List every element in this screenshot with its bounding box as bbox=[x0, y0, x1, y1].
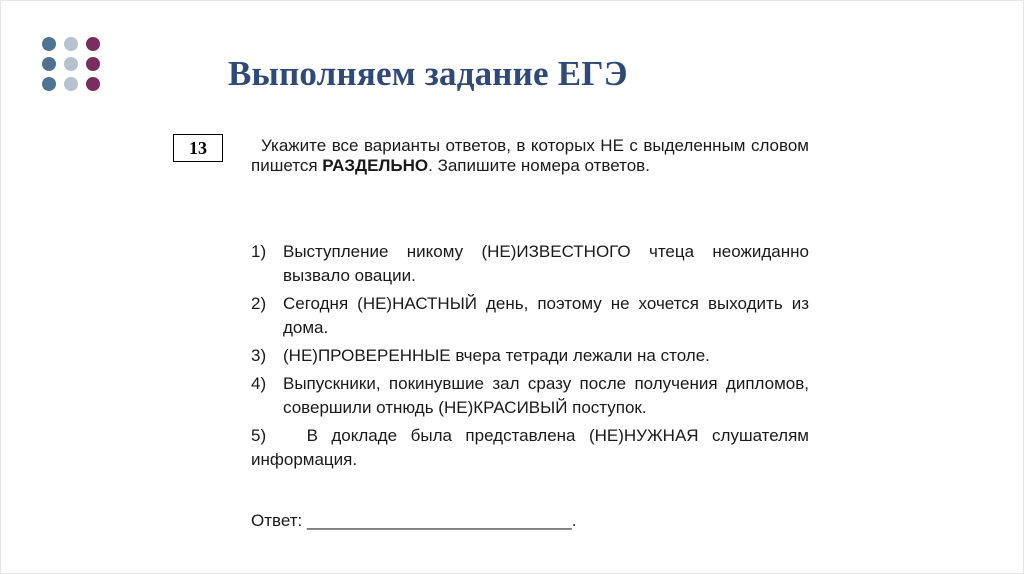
option-item bbox=[251, 240, 809, 288]
dot-blue bbox=[42, 57, 56, 71]
dot-blue bbox=[42, 77, 56, 91]
dot-purple bbox=[86, 57, 100, 71]
options-list bbox=[251, 240, 809, 476]
option-item bbox=[251, 292, 809, 340]
dot-purple bbox=[86, 77, 100, 91]
option-number: 3) bbox=[251, 346, 267, 365]
option-item bbox=[251, 424, 809, 472]
instruction-bold-word: РАЗДЕЛЬНО bbox=[322, 156, 429, 175]
option-number: 4) bbox=[251, 374, 267, 393]
option-text: Выступление никому (НЕ)ИЗВЕСТНОГО чтеца неожиданно вызвало овации. bbox=[283, 242, 809, 285]
option-text: Сегодня (НЕ)НАСТНЫЙ день, поэтому не хочется выходить из дома. bbox=[283, 294, 809, 337]
task-number-box: 13 bbox=[173, 134, 223, 162]
option-text: (НЕ)ПРОВЕРЕННЫЕ вчера тетради лежали на столе. bbox=[283, 346, 710, 365]
answer-line bbox=[251, 510, 809, 532]
option-number: 5) bbox=[251, 426, 267, 445]
dot-gray bbox=[64, 37, 78, 51]
task-instruction bbox=[251, 136, 809, 176]
option-item bbox=[251, 372, 809, 420]
decorative-dots-icon bbox=[42, 37, 100, 91]
page-title: Выполняем задание ЕГЭ bbox=[228, 54, 628, 93]
option-item bbox=[251, 344, 809, 368]
option-number: 2) bbox=[251, 294, 267, 313]
option-text: Выпускники, покинувшие зал сразу после получения дипломов, совершили отнюдь (НЕ)КРАСИВЫЙ поступок. bbox=[283, 374, 809, 417]
option-number: 1) bbox=[251, 242, 267, 261]
dot-blue bbox=[42, 37, 56, 51]
dot-gray bbox=[64, 77, 78, 91]
answer-label: Ответ: bbox=[251, 511, 307, 530]
instruction-text-start: Укажите все варианты ответов, в которых НЕ с выделенным словом пишется bbox=[251, 136, 809, 175]
answer-blank: ____________________________. bbox=[306, 511, 577, 530]
dot-gray bbox=[64, 57, 78, 71]
option-text: В докладе была представлена (НЕ)НУЖНАЯ слушателям информация. bbox=[251, 426, 809, 469]
dot-purple bbox=[86, 37, 100, 51]
instruction-text-end: . Запишите номера ответов. bbox=[428, 156, 650, 175]
